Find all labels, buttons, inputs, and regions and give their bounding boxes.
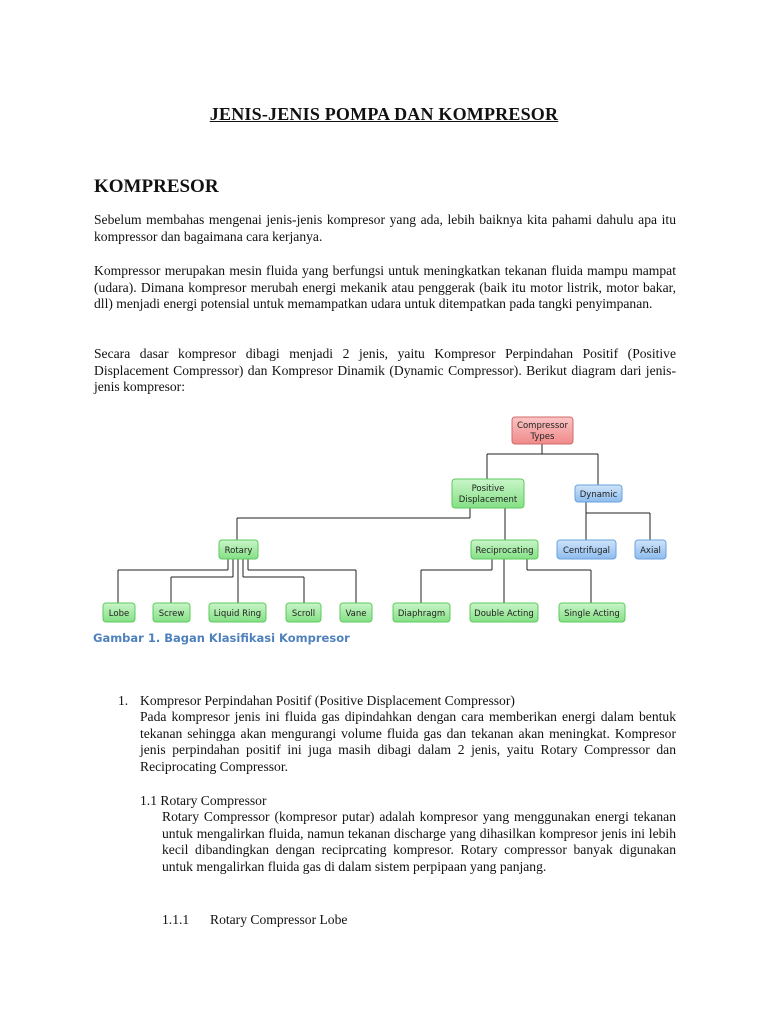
document-title: JENIS-JENIS POMPA DAN KOMPRESOR: [209, 104, 559, 124]
node-diaphragm: [393, 603, 450, 622]
section-heading: KOMPRESOR: [94, 176, 219, 197]
node-centrifugal: [557, 540, 616, 559]
paragraph-intro: Sebelum membahas mengenai jenis-jenis kompresor yang ada, lebih baiknya kita pahami dahulu apa itu kompressor dan bagaimana cara kerjanya.: [94, 212, 676, 244]
node-label-root-line2: Types: [530, 432, 555, 442]
node-label-screw: Screw: [158, 609, 185, 619]
node-vane: [340, 603, 372, 622]
compressor-classification-diagram: [0, 410, 768, 640]
node-dynamic: [575, 485, 622, 502]
node-scroll: [286, 603, 321, 622]
list-item-body: Pada kompresor jenis ini fluida gas dipindahkan dengan cara memberikan energi dalam bentuk tekanan sehingga akan mengurangi volume fluida gas dan tekanan akan meningkat. Kompresor jenis perpindahan positif ini juga masih dibagi dalam 2 jenis, yaitu Rotary Compressor dan Reciprocating Compressor.: [140, 709, 676, 774]
node-label-vane: Vane: [345, 609, 367, 619]
node-screw: [153, 603, 190, 622]
node-reciprocating: [471, 540, 538, 559]
node-label-diaphragm: Diaphragm: [397, 609, 446, 619]
node-label-liquid-ring: Liquid Ring: [213, 609, 262, 619]
node-label-double-acting: Double Acting: [474, 609, 534, 619]
node-axial: [635, 540, 666, 559]
node-label-root-line1: Compressor: [517, 421, 568, 431]
node-label-reciprocating: Reciprocating: [475, 546, 534, 556]
node-label-centrifugal: Centrifugal: [562, 546, 611, 556]
paragraph-definition: Kompressor merupakan mesin fluida yang berfungsi untuk meningkatkan tekanan fluida mampu mampat (udara). Dimana kompresor merubah energi mekanik atau penggerak (baik itu motor listrik, motor bakar, dll) menjadi energi potensial untuk memampatkan udara untuk ditempatkan pada tangki penyimpanan.: [94, 263, 676, 312]
list-item-heading: Kompresor Perpindahan Positif (Positive Displacement Compressor): [140, 693, 515, 708]
node-label-positive-line1: Positive: [471, 484, 505, 494]
subsection-body: Rotary Compressor (kompresor putar) adalah kompresor yang menggunakan energi tekanan untuk mengalirkan fluida, namun tekanan discharge yang dihasilkan kompresor jenis ini lebih kecil dibandingkan dengan reciprcating kompresor. Rotary compressor banyak digunakan untuk mengalirkan fluida gas di dalam sistem perpipaan yang panjang.: [162, 809, 676, 874]
node-single-acting: [559, 603, 625, 622]
node-lobe: [103, 603, 135, 622]
node-label-dynamic: Dynamic: [579, 490, 618, 500]
node-positive-displacement: [452, 479, 524, 508]
paragraph-types: Secara dasar kompresor dibagi menjadi 2 jenis, yaitu Kompresor Perpindahan Positif (Positive Displacement Compressor) dan Kompresor Dinamik (Dynamic Compressor). Berikut diagram dari jenis-jenis kompresor:: [94, 346, 676, 395]
node-label-lobe: Lobe: [108, 609, 130, 619]
node-label-axial: Axial: [640, 546, 661, 556]
node-label-positive-line2: Displacement: [458, 495, 518, 505]
node-label-single-acting: Single Acting: [564, 609, 620, 619]
subsection-heading: 1.1 Rotary Compressor: [140, 793, 267, 808]
node-rotary: [219, 540, 258, 559]
diagram-connectors: [118, 444, 650, 603]
subsubsection-heading: Rotary Compressor Lobe: [210, 912, 348, 927]
node-compressor-types: [512, 417, 573, 444]
figure-caption: Gambar 1. Bagan Klasifikasi Kompresor: [93, 631, 350, 645]
node-liquid-ring: [209, 603, 266, 622]
list-item-number: 1.: [118, 693, 129, 708]
subsubsection-number: 1.1.1: [162, 912, 190, 927]
node-label-scroll: Scroll: [291, 609, 316, 619]
node-label-rotary: Rotary: [224, 546, 253, 556]
node-double-acting: [470, 603, 538, 622]
